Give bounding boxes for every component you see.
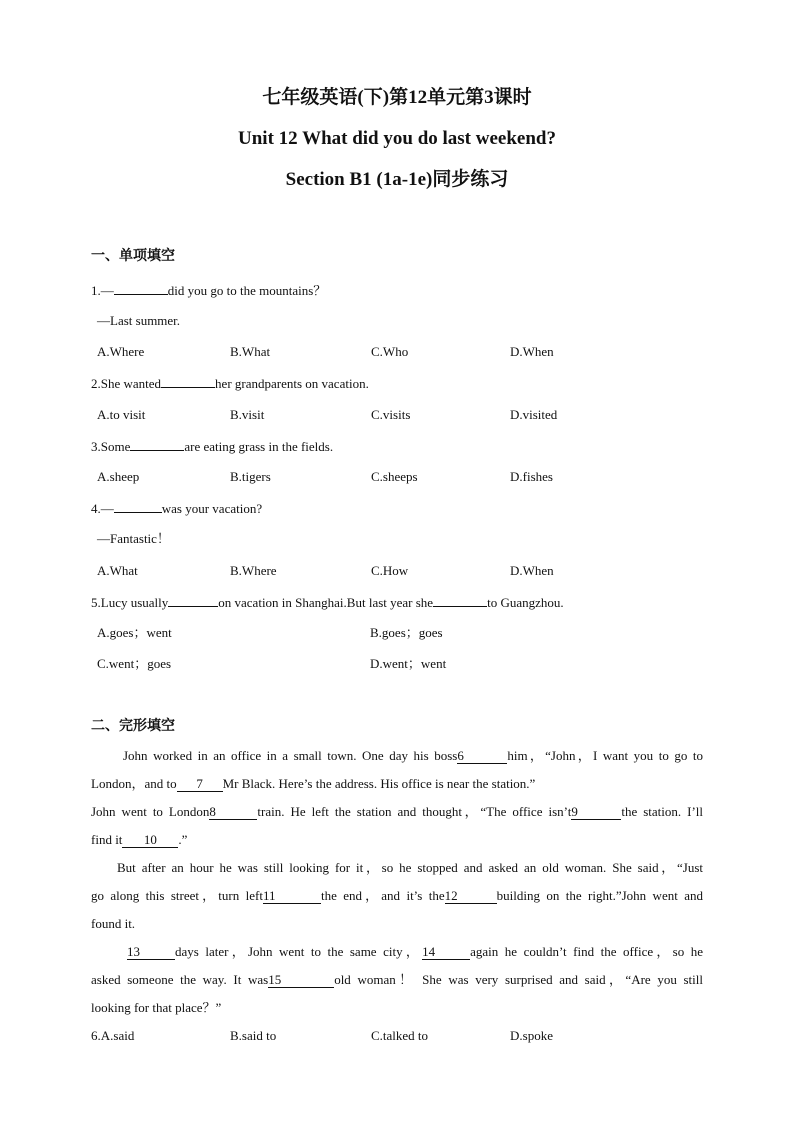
- option-6b[interactable]: B.said to: [230, 1028, 277, 1043]
- option-6c[interactable]: C.talked to: [371, 1028, 429, 1043]
- question-5: 5.Lucy usually on vacation in Shanghai.But last year she to Guangzhou.: [91, 595, 564, 610]
- option-5a[interactable]: A.goes；went: [97, 625, 172, 640]
- option-4b[interactable]: B.Where: [230, 563, 277, 578]
- option-5b[interactable]: B.goes；goes: [370, 625, 443, 640]
- question-4: 4.— was your vacation?: [91, 501, 263, 516]
- cloze-paragraph-2: John went to London8 train. He left the station and thought，“The office isn’t9 the station. I’ll find it 10 .”: [91, 804, 704, 847]
- part2-heading: 二、完形填空: [91, 719, 175, 734]
- question-1-reply: —Last summer.: [97, 313, 181, 328]
- cloze-blank-10[interactable]: 10: [122, 833, 178, 848]
- part1-heading: 一、单项填空: [91, 249, 175, 264]
- question-3: 3.Some are eating grass in the fields.: [91, 439, 334, 454]
- title-chinese: 七年级英语(下)第12单元第3课时: [262, 87, 532, 108]
- option-3c[interactable]: C.sheeps: [371, 469, 418, 484]
- option-3d[interactable]: D.fishes: [510, 469, 553, 484]
- option-2c[interactable]: C.visits: [371, 407, 411, 422]
- answer-blank[interactable]: [168, 593, 218, 607]
- option-1c[interactable]: C.Who: [371, 344, 409, 359]
- option-1b[interactable]: B.What: [230, 344, 271, 359]
- answer-blank[interactable]: [161, 374, 215, 388]
- cloze-blank-7[interactable]: 7: [177, 777, 223, 792]
- question-2: 2.She wanted her grandparents on vacation.: [91, 376, 369, 391]
- cloze-blank-11[interactable]: 11: [263, 889, 321, 904]
- option-1d[interactable]: D.When: [510, 344, 554, 359]
- option-3b[interactable]: B.tigers: [230, 469, 271, 484]
- option-6a[interactable]: 6.A.said: [91, 1028, 135, 1043]
- cloze-paragraph-3: But after an hour he was still looking for it，so he stopped and asked an old woman. She said，“Just go along this street，turn left11 the end，and it’s the12 building on the right.”John went and found it.: [91, 860, 703, 931]
- cloze-paragraph-4: 13 days later，John went to the same city，14 again he couldn’t find the office，so he asked someone the way. It was15 old woman！ She was very surprised and said，“Are you still looking for that place？”: [91, 944, 703, 1015]
- answer-blank[interactable]: [130, 437, 184, 451]
- option-5c[interactable]: C.went；goes: [97, 656, 172, 671]
- cloze-blank-8[interactable]: 8: [209, 805, 257, 820]
- option-4c[interactable]: C.How: [371, 563, 409, 578]
- cloze-blank-6[interactable]: 6: [457, 749, 507, 764]
- title-unit: Unit 12 What did you do last weekend?: [238, 128, 556, 149]
- option-2d[interactable]: D.visited: [510, 407, 558, 422]
- answer-blank[interactable]: [433, 593, 487, 607]
- question-4-reply: —Fantastic！: [97, 531, 170, 546]
- option-4a[interactable]: A.What: [97, 563, 138, 578]
- answer-blank[interactable]: [114, 281, 168, 295]
- option-5d[interactable]: D.went；went: [370, 656, 447, 671]
- option-4d[interactable]: D.When: [510, 563, 554, 578]
- cloze-blank-14[interactable]: 14: [422, 945, 470, 960]
- cloze-blank-9[interactable]: 9: [571, 805, 621, 820]
- cloze-paragraph-1: John worked in an office in a small town. One day his boss6 him，“John，I want you to go to London，and to 7 Mr Black. Here’s the address. His office is near the station.”: [91, 748, 703, 791]
- title-section: Section B1 (1a-1e)同步练习: [285, 169, 509, 190]
- option-3a[interactable]: A.sheep: [97, 469, 140, 484]
- cloze-blank-12[interactable]: 12: [445, 889, 497, 904]
- question-1: 1.— did you go to the mountains？: [91, 283, 327, 298]
- cloze-blank-15[interactable]: 15: [268, 973, 334, 988]
- option-1a[interactable]: A.Where: [97, 344, 145, 359]
- cloze-blank-13[interactable]: 13: [127, 945, 175, 960]
- option-6d[interactable]: D.spoke: [510, 1028, 553, 1043]
- option-2b[interactable]: B.visit: [230, 407, 265, 422]
- option-2a[interactable]: A.to visit: [97, 407, 146, 422]
- answer-blank[interactable]: [114, 499, 162, 513]
